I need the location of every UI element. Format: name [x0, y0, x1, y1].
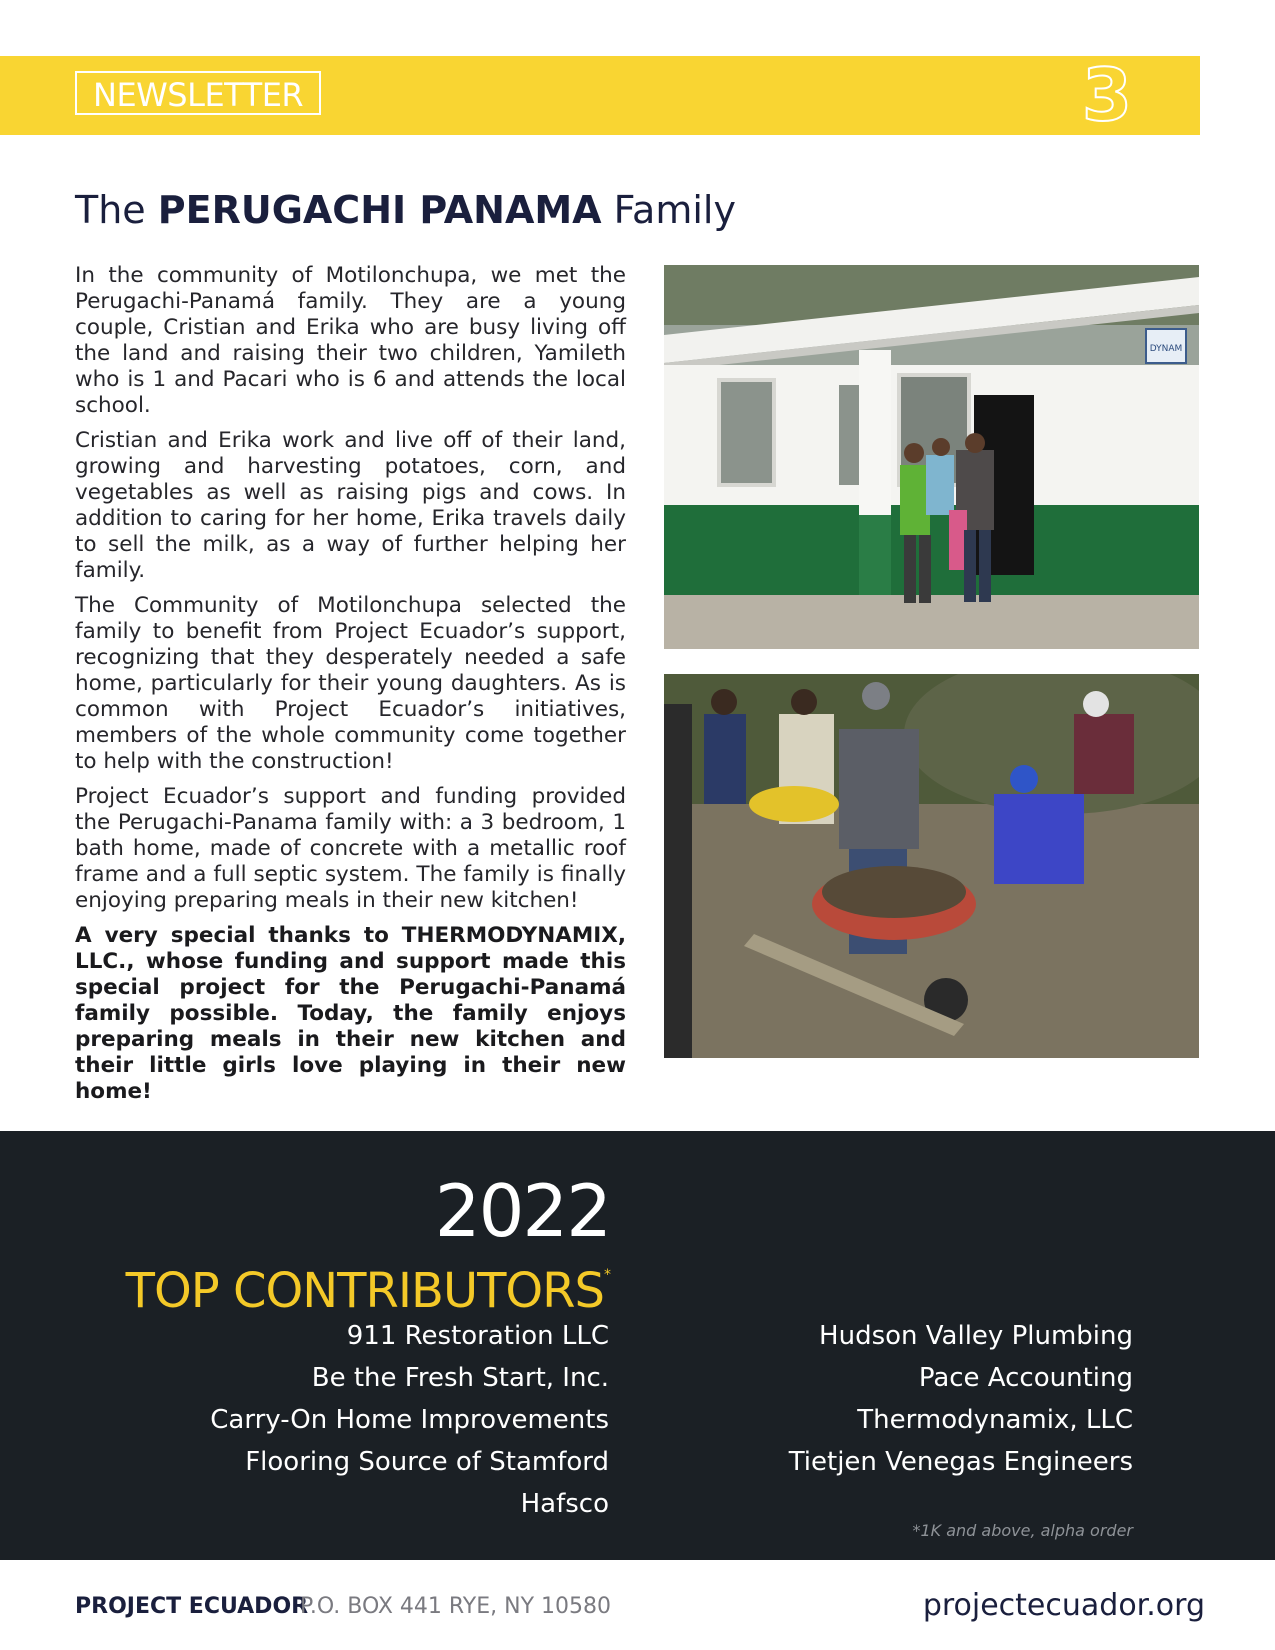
contributors-footnote: *1K and above, alpha order [912, 1521, 1133, 1540]
header-banner [0, 53, 1200, 137]
title-family-name: PERUGACHI PANAMA [157, 188, 602, 232]
contributor-item: Tietjen Venegas Engineers [788, 1447, 1133, 1477]
construction-photo [664, 674, 1199, 1058]
newsletter-label: NEWSLETTER [75, 71, 321, 115]
contributor-item: Carry-On Home Improvements [210, 1405, 609, 1435]
contributor-item: 911 Restoration LLC [346, 1321, 609, 1351]
contributors-list-left [210, 1315, 609, 1525]
article-paragraph: Project Ecuador’s support and funding provided the Perugachi-Panama family with: a 3 bedroom, 1 bath home, made of concrete with a metallic roof frame and a full septic system. The family is finally enjoying preparing meals in their new kitchen! [75, 784, 626, 913]
contributors-section [0, 1131, 1275, 1560]
article-body [75, 263, 626, 1114]
contributors-list-right [789, 1315, 1133, 1483]
page-number: 3 [1081, 53, 1132, 137]
contributor-item: Hudson Valley Plumbing [819, 1321, 1133, 1351]
family-house-photo [664, 265, 1199, 649]
article-paragraph: Cristian and Erika work and live off of their land, growing and harvesting potatoes, corn, and vegetables as well as raising pigs and cows. In addition to caring for her home, Erika travels daily to sell the milk, as a way of further helping her family. [75, 428, 626, 583]
contributor-item: Thermodynamix, LLC [857, 1405, 1133, 1435]
footer-org-name: PROJECT ECUADOR [75, 1594, 309, 1619]
contributors-title-mark: * [604, 1267, 610, 1283]
title-prefix: The [75, 188, 146, 232]
contributors-title-text: TOP CONTRIBUTORS [125, 1263, 604, 1319]
article-title [75, 188, 736, 232]
photo-sign-text: DYNAM [1149, 344, 1183, 354]
footer-website-link[interactable]: projectecuador.org [922, 1588, 1205, 1623]
thanks-paragraph: A very special thanks to THERMODYNAMIX, LLC., whose funding and support made this special project for the Perugachi-Panamá family possible. Today, the family enjoys preparing meals in their new kitchen and their little girls love playing in their new home! [75, 923, 626, 1104]
article-paragraph: In the community of Motilonchupa, we met the Perugachi-Panamá family. They are a young couple, Cristian and Erika who are busy living off the land and raising their two children, Yamileth who is 1 and Pacari who is 6 and attends the local school. [75, 263, 626, 418]
contributor-item: Hafsco [520, 1489, 609, 1519]
contributor-item: Be the Fresh Start, Inc. [311, 1363, 609, 1393]
contributors-title [126, 1247, 610, 1319]
article-paragraph: The Community of Motilonchupa selected the family to benefit from Project Ecuador’s support, recognizing that they desperately needed a safe home, particularly for their young daughters. As is common with Project Ecuador’s initiatives, members of the whole community come together to help with the construction! [75, 593, 626, 774]
contributor-item: Pace Accounting [918, 1363, 1133, 1393]
title-suffix: Family [613, 188, 736, 232]
contributors-year: 2022 [434, 1169, 610, 1253]
footer-address: P.O. BOX 441 RYE, NY 10580 [300, 1594, 611, 1619]
page-footer [75, 1586, 1205, 1626]
contributor-item: Flooring Source of Stamford [245, 1447, 609, 1477]
